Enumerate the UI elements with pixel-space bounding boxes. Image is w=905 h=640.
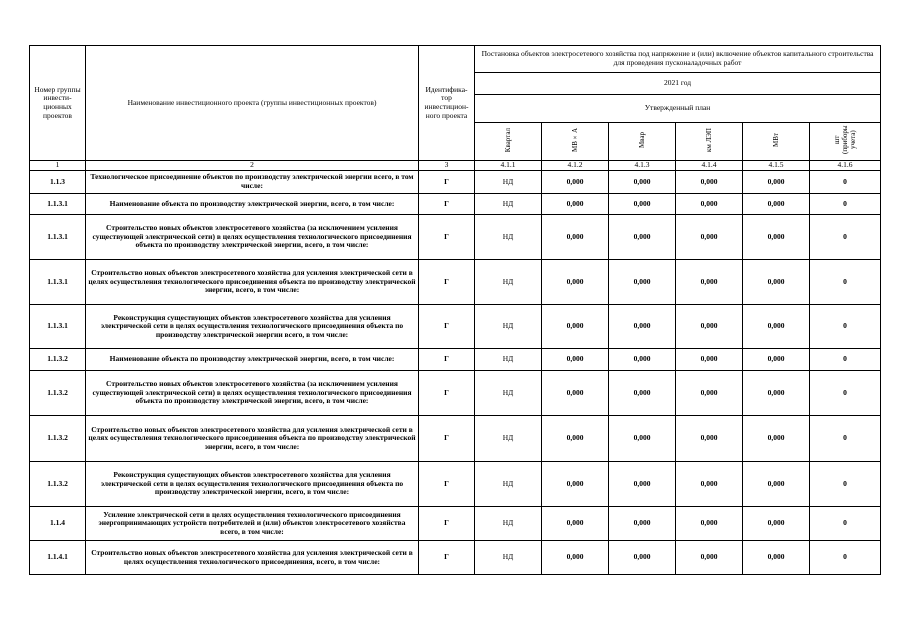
row-name: Технологическое присоединение объектов по производству электрической энергии всего, в том числе: xyxy=(86,171,419,194)
row-mva: 0,000 xyxy=(542,507,609,541)
table-row xyxy=(30,171,881,194)
table-row xyxy=(30,349,881,371)
row-code: 1.1.3.2 xyxy=(30,349,86,371)
row-pcs: 0 xyxy=(810,416,881,462)
row-pcs: 0 xyxy=(810,462,881,507)
row-mw: 0,000 xyxy=(743,349,810,371)
row-name: Строительство новых объектов электросетевого хозяйства (за исключением усиления существующей электрической сети) в целях осуществления технологического присоединения объекта по производству электрической энергии, всего, в том числе: xyxy=(86,371,419,416)
row-name: Усиление электрической сети в целях осуществления технологического присоединения энергопринимающих устройств потребителей и (или) объектов электросетевого хозяйства всего, в том числе: xyxy=(86,507,419,541)
row-ident: Г xyxy=(419,171,475,194)
header-plan: Утвержденный план xyxy=(475,95,881,123)
table-row xyxy=(30,416,881,462)
header-project-name: Наименование инвестиционного проекта (группы инвестиционных проектов) xyxy=(86,46,419,161)
index-cell: 4.1.1 xyxy=(475,161,542,171)
row-name: Наименование объекта по производству электрической энергии, всего, в том числе: xyxy=(86,349,419,371)
row-mva: 0,000 xyxy=(542,171,609,194)
row-quarter: НД xyxy=(475,305,542,349)
row-ident: Г xyxy=(419,349,475,371)
row-name: Строительство новых объектов электросетевого хозяйства для усиления электрической сети в целях осуществления технологического присоединения объекта по производству электрической энергии, всего, в том числе: xyxy=(86,260,419,305)
row-mva: 0,000 xyxy=(542,416,609,462)
row-pcs: 0 xyxy=(810,507,881,541)
row-pcs: 0 xyxy=(810,171,881,194)
index-cell: 1 xyxy=(30,161,86,171)
row-code: 1.1.3 xyxy=(30,171,86,194)
index-cell: 4.1.6 xyxy=(810,161,881,171)
row-mva: 0,000 xyxy=(542,462,609,507)
row-pcs: 0 xyxy=(810,371,881,416)
row-quarter: НД xyxy=(475,171,542,194)
row-quarter: НД xyxy=(475,541,542,575)
row-mw: 0,000 xyxy=(743,462,810,507)
header-year: 2021 год xyxy=(475,73,881,95)
row-mw: 0,000 xyxy=(743,215,810,260)
row-mva: 0,000 xyxy=(542,541,609,575)
table-row xyxy=(30,462,881,507)
row-mvar: 0,000 xyxy=(609,349,676,371)
row-mw: 0,000 xyxy=(743,260,810,305)
row-km: 0,000 xyxy=(676,215,743,260)
row-mw: 0,000 xyxy=(743,541,810,575)
row-mvar: 0,000 xyxy=(609,260,676,305)
row-mw: 0,000 xyxy=(743,194,810,215)
row-pcs: 0 xyxy=(810,349,881,371)
index-cell: 4.1.3 xyxy=(609,161,676,171)
row-code: 1.1.3.1 xyxy=(30,305,86,349)
row-pcs: 0 xyxy=(810,194,881,215)
row-quarter: НД xyxy=(475,215,542,260)
row-mva: 0,000 xyxy=(542,371,609,416)
row-code: 1.1.3.2 xyxy=(30,462,86,507)
row-mva: 0,000 xyxy=(542,260,609,305)
row-mva: 0,000 xyxy=(542,194,609,215)
row-km: 0,000 xyxy=(676,371,743,416)
index-cell: 4.1.4 xyxy=(676,161,743,171)
row-mvar: 0,000 xyxy=(609,215,676,260)
index-cell: 3 xyxy=(419,161,475,171)
row-quarter: НД xyxy=(475,194,542,215)
row-ident: Г xyxy=(419,260,475,305)
row-code: 1.1.3.1 xyxy=(30,215,86,260)
row-mvar: 0,000 xyxy=(609,541,676,575)
row-mw: 0,000 xyxy=(743,305,810,349)
row-mw: 0,000 xyxy=(743,507,810,541)
row-mw: 0,000 xyxy=(743,416,810,462)
row-mva: 0,000 xyxy=(542,305,609,349)
row-km: 0,000 xyxy=(676,194,743,215)
row-code: 1.1.3.1 xyxy=(30,194,86,215)
row-km: 0,000 xyxy=(676,349,743,371)
header-km xyxy=(676,123,743,161)
index-cell: 4.1.5 xyxy=(743,161,810,171)
header-quarter-label: Квартал xyxy=(504,128,512,153)
table-row xyxy=(30,260,881,305)
row-ident: Г xyxy=(419,541,475,575)
row-km: 0,000 xyxy=(676,260,743,305)
header-mw xyxy=(743,123,810,161)
index-cell: 4.1.2 xyxy=(542,161,609,171)
header-mvar xyxy=(609,123,676,161)
row-ident: Г xyxy=(419,371,475,416)
row-km: 0,000 xyxy=(676,541,743,575)
header-pcs xyxy=(810,123,881,161)
header-identifier: Идентифика-тор инвестицион-ного проекта xyxy=(419,46,475,161)
row-mvar: 0,000 xyxy=(609,462,676,507)
row-quarter: НД xyxy=(475,416,542,462)
row-quarter: НД xyxy=(475,507,542,541)
row-pcs: 0 xyxy=(810,305,881,349)
row-km: 0,000 xyxy=(676,416,743,462)
row-km: 0,000 xyxy=(676,305,743,349)
row-mw: 0,000 xyxy=(743,371,810,416)
row-mvar: 0,000 xyxy=(609,416,676,462)
row-mva: 0,000 xyxy=(542,349,609,371)
row-quarter: НД xyxy=(475,371,542,416)
row-quarter: НД xyxy=(475,462,542,507)
row-mvar: 0,000 xyxy=(609,371,676,416)
row-mvar: 0,000 xyxy=(609,171,676,194)
header-mva xyxy=(542,123,609,161)
header-mw-label: МВт xyxy=(772,133,780,148)
row-pcs: 0 xyxy=(810,215,881,260)
row-quarter: НД xyxy=(475,260,542,305)
table-row xyxy=(30,305,881,349)
index-cell: 2 xyxy=(86,161,419,171)
row-name: Строительство новых объектов электросетевого хозяйства (за исключением усиления существующей электрической сети) в целях осуществления технологического присоединения объекта по производству электрической энергии, всего, в том числе: xyxy=(86,215,419,260)
header-quarter xyxy=(475,123,542,161)
row-km: 0,000 xyxy=(676,507,743,541)
row-name: Строительство новых объектов электросетевого хозяйства для усиления электрической сети в целях осуществления технологического присоединения объекта по производству электрической энергии, всего, в том числе: xyxy=(86,416,419,462)
header-pcs-label: шт (приборы учета) xyxy=(833,125,858,155)
row-mw: 0,000 xyxy=(743,171,810,194)
row-mva: 0,000 xyxy=(542,215,609,260)
table-row xyxy=(30,507,881,541)
row-ident: Г xyxy=(419,194,475,215)
header-km-label: км ЛЭП xyxy=(705,128,713,153)
row-mvar: 0,000 xyxy=(609,194,676,215)
index-row xyxy=(30,161,881,171)
table-row xyxy=(30,215,881,260)
table-row xyxy=(30,541,881,575)
row-code: 1.1.3.2 xyxy=(30,371,86,416)
row-km: 0,000 xyxy=(676,462,743,507)
header-mva-label: МВ×А xyxy=(571,128,579,153)
row-name: Реконструкция существующих объектов электросетевого хозяйства для усиления электрической сети в целях осуществления технологического присоединения объекта по производству электрической энергии всего, в том числе: xyxy=(86,305,419,349)
row-mvar: 0,000 xyxy=(609,507,676,541)
row-name: Реконструкция существующих объектов электросетевого хозяйства для усиления электрической сети в целях осуществления технологического присоединения объекта по производству электрической энергии, всего, в том числе: xyxy=(86,462,419,507)
row-code: 1.1.4 xyxy=(30,507,86,541)
row-code: 1.1.3.1 xyxy=(30,260,86,305)
row-km: 0,000 xyxy=(676,171,743,194)
header-group-number: Номер группы инвести-ционных проектов xyxy=(30,46,86,161)
row-code: 1.1.3.2 xyxy=(30,416,86,462)
row-ident: Г xyxy=(419,507,475,541)
row-name: Строительство новых объектов электросетевого хозяйства для усиления электрической сети в целях осуществления технологического присоединения, всего, в том числе: xyxy=(86,541,419,575)
header-mvar-label: Мвар xyxy=(638,132,646,149)
row-quarter: НД xyxy=(475,349,542,371)
row-ident: Г xyxy=(419,305,475,349)
table-row xyxy=(30,371,881,416)
row-ident: Г xyxy=(419,215,475,260)
row-ident: Г xyxy=(419,416,475,462)
row-pcs: 0 xyxy=(810,541,881,575)
row-mvar: 0,000 xyxy=(609,305,676,349)
row-ident: Г xyxy=(419,462,475,507)
header-group-title: Постановка объектов электросетевого хозяйства под напряжение и (или) включение объектов капитального строительства для проведения пусконаладочных работ xyxy=(475,46,881,73)
investment-table xyxy=(29,45,881,575)
row-code: 1.1.4.1 xyxy=(30,541,86,575)
table-row xyxy=(30,194,881,215)
row-name: Наименование объекта по производству электрической энергии, всего, в том числе: xyxy=(86,194,419,215)
row-pcs: 0 xyxy=(810,260,881,305)
